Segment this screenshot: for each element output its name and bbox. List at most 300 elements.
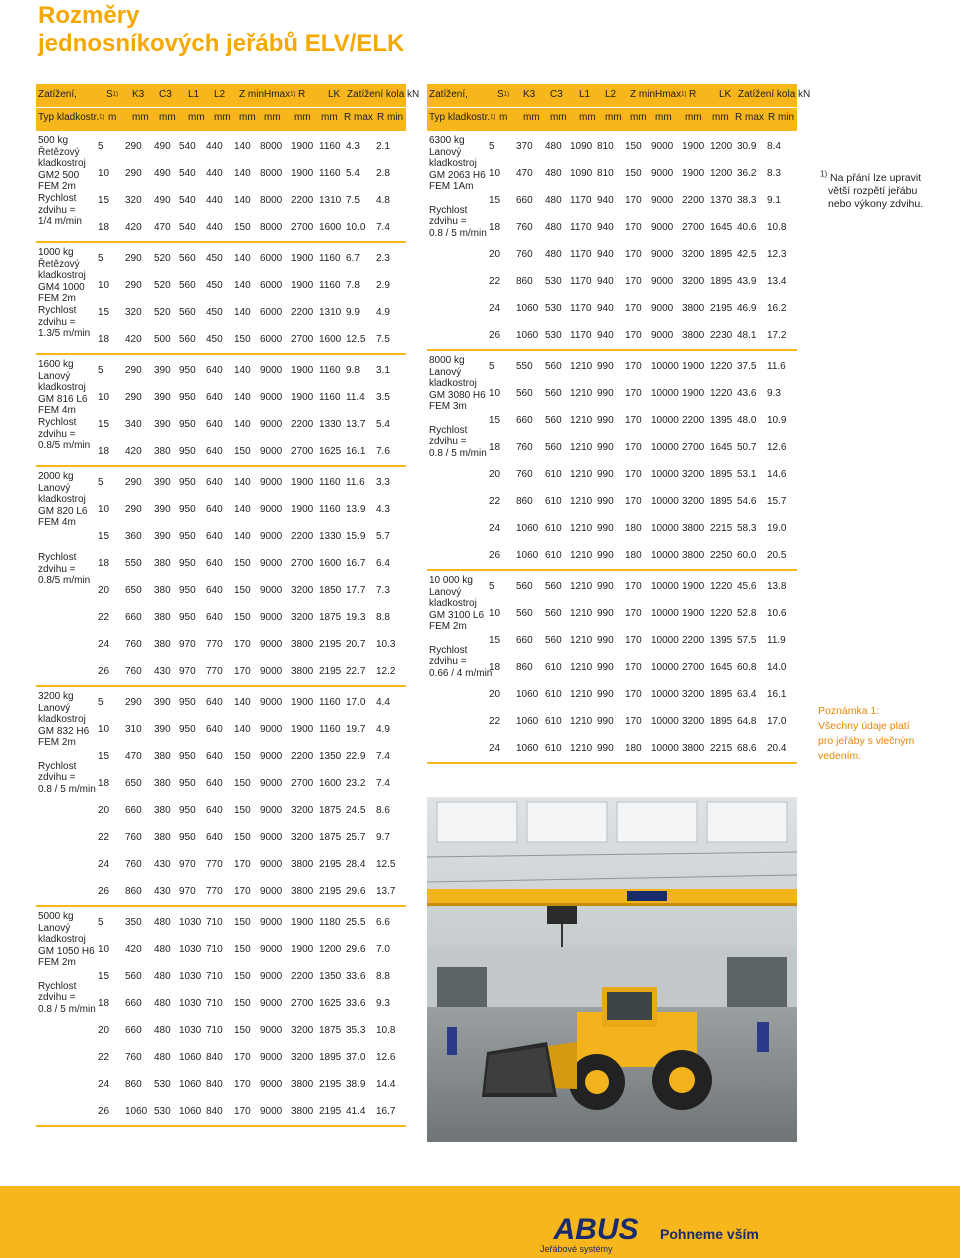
- table-cell: 16.7: [346, 558, 366, 569]
- header-cell: Hmax$^{1)}$: [264, 88, 296, 100]
- table-cell: 2200: [682, 195, 705, 206]
- group-label-line: Lanový: [429, 586, 462, 598]
- table-cell: 1600: [319, 778, 342, 789]
- table-cell: 25.7: [346, 832, 366, 843]
- table-cell: 2200: [682, 635, 705, 646]
- table-cell: 760: [125, 1052, 142, 1063]
- table-cell: 560: [516, 388, 533, 399]
- group-label-line: 1600 kg: [38, 359, 74, 370]
- group-label-line: kladkostroj: [429, 158, 477, 170]
- table-cell: 950: [179, 392, 196, 403]
- table-cell: 18: [98, 446, 110, 457]
- group-label-line: Rychlost: [429, 204, 468, 216]
- table-cell: 440: [206, 222, 223, 233]
- table-cell: 9000: [651, 141, 674, 152]
- table-cell: 15: [489, 635, 501, 646]
- table-cell: 170: [625, 442, 642, 453]
- table-cell: 57.5: [737, 635, 757, 646]
- table-cell: 440: [206, 141, 223, 152]
- table-cell: 26: [98, 1106, 110, 1117]
- header-cell: L2: [214, 88, 226, 100]
- table-cell: 140: [234, 477, 251, 488]
- footnote-line: Na přání lze upravit: [830, 172, 922, 184]
- table-cell: 950: [179, 697, 196, 708]
- table-cell: 140: [234, 697, 251, 708]
- table-cell: 7.8: [346, 280, 360, 291]
- footnote-ref: 1): [681, 91, 687, 98]
- table-cell: 940: [597, 249, 614, 260]
- table-cell: 8.8: [376, 612, 390, 623]
- table-cell: 540: [179, 141, 196, 152]
- table-cell: 450: [206, 253, 223, 264]
- table-cell: 8000: [260, 141, 283, 152]
- table-row: [36, 272, 406, 299]
- table-cell: 380: [154, 778, 171, 789]
- dimensions-table-left: [36, 84, 420, 1127]
- table-cell: 2.9: [376, 280, 390, 291]
- table-cell: 45.6: [737, 581, 757, 592]
- group-label-line: Rychlost: [38, 552, 77, 564]
- table-cell: 310: [125, 724, 142, 735]
- table-cell: 560: [545, 581, 562, 592]
- table-cell: 1060: [516, 330, 539, 341]
- table-cell: 10.0: [346, 222, 366, 233]
- table-row: [36, 214, 406, 241]
- table-body: [36, 129, 406, 1127]
- table-cell: 3.5: [376, 392, 390, 403]
- group-label-line: Řetězový: [38, 258, 80, 270]
- group-label-line: GM4 1000: [38, 281, 85, 293]
- group-label-line: Rychlost: [429, 644, 468, 656]
- table-cell: 22.9: [346, 751, 366, 762]
- table-row: [427, 214, 797, 241]
- table-cell: 26: [489, 330, 501, 341]
- table-cell: 290: [125, 392, 142, 403]
- table-cell: 770: [206, 886, 223, 897]
- table-cell: 2195: [319, 886, 342, 897]
- load-group: [36, 465, 406, 685]
- table-cell: 170: [625, 662, 642, 673]
- table-cell: 1210: [570, 469, 593, 480]
- table-cell: 990: [597, 635, 614, 646]
- table-cell: 990: [597, 442, 614, 453]
- table-cell: 16.7: [376, 1106, 396, 1117]
- table-cell: 640: [206, 724, 223, 735]
- table-cell: 560: [179, 253, 196, 264]
- group-label-line: FEM 4m: [38, 405, 76, 417]
- table-cell: 1160: [319, 280, 341, 291]
- page-title: [38, 2, 404, 58]
- table-cell: 10000: [651, 415, 679, 426]
- table-cell: 1900: [291, 697, 314, 708]
- table-cell: 180: [625, 550, 642, 561]
- table-cell: 15: [98, 419, 110, 430]
- table-cell: 610: [545, 550, 562, 561]
- table-cell: 1170: [570, 195, 592, 206]
- table-cell: 10000: [651, 689, 679, 700]
- table-cell: 480: [545, 222, 562, 233]
- table-cell: 58.3: [737, 523, 757, 534]
- table-cell: 560: [545, 415, 562, 426]
- note-line: vedením.: [818, 750, 862, 762]
- table-cell: 640: [206, 504, 223, 515]
- table-cell: 9000: [260, 805, 283, 816]
- page-title-line-2: jednosníkových jeřábů ELV/ELK: [38, 30, 405, 57]
- table-cell: 1160: [319, 365, 341, 376]
- header-cell: Zatížení kola kN: [738, 88, 811, 100]
- group-label-line: Lanový: [429, 366, 462, 378]
- header-cell: L1: [579, 88, 591, 100]
- table-row: [427, 542, 797, 569]
- table-row: [36, 523, 406, 550]
- table-cell: 29.6: [346, 944, 366, 955]
- table-cell: 530: [154, 1079, 171, 1090]
- table-cell: 60.0: [737, 550, 757, 561]
- table-cell: 640: [206, 805, 223, 816]
- table-cell: 10: [489, 388, 501, 399]
- table-cell: 41.4: [346, 1106, 366, 1117]
- header-cell: mm: [605, 111, 622, 123]
- table-cell: 1600: [319, 334, 342, 345]
- table-cell: 10: [98, 944, 110, 955]
- table-cell: 3200: [682, 469, 705, 480]
- table-row: [427, 515, 797, 542]
- table-cell: 1900: [291, 392, 314, 403]
- table-cell: 2200: [291, 307, 314, 318]
- table-cell: 9000: [260, 886, 283, 897]
- table-cell: 1210: [570, 415, 593, 426]
- table-cell: 9.7: [376, 832, 390, 843]
- table-cell: 9000: [260, 446, 283, 457]
- table-cell: 140: [234, 280, 251, 291]
- table-cell: 14.0: [767, 662, 787, 673]
- table-cell: 7.3: [376, 585, 390, 596]
- load-group: [36, 905, 406, 1125]
- table-cell: 150: [234, 971, 251, 982]
- logo-subtitle: Jeřábové systémy: [540, 1244, 613, 1254]
- group-label-line: 1.3/5 m/min: [38, 328, 91, 340]
- table-cell: 150: [234, 222, 251, 233]
- table-cell: 24: [489, 303, 501, 314]
- table-cell: 1060: [516, 303, 539, 314]
- table-cell: 9000: [651, 168, 674, 179]
- table-row: [36, 357, 406, 384]
- table-cell: 430: [154, 886, 171, 897]
- table-cell: 540: [179, 222, 196, 233]
- table-cell: 17.7: [346, 585, 366, 596]
- header-cell: mm: [294, 111, 311, 123]
- table-cell: 25.5: [346, 917, 366, 928]
- table-cell: 170: [234, 639, 251, 650]
- table-cell: 170: [625, 496, 642, 507]
- table-cell: 640: [206, 477, 223, 488]
- table-cell: 42.5: [737, 249, 757, 260]
- table-cell: 660: [125, 805, 142, 816]
- table-cell: 950: [179, 477, 196, 488]
- table-cell: 170: [625, 276, 642, 287]
- table-cell: 480: [154, 1052, 171, 1063]
- table-cell: 50.7: [737, 442, 757, 453]
- table-cell: 10000: [651, 442, 679, 453]
- load-group: [427, 129, 797, 349]
- table-cell: 5: [98, 697, 104, 708]
- load-group: [427, 569, 797, 762]
- table-cell: 5: [98, 917, 104, 928]
- table-cell: 1900: [291, 504, 314, 515]
- group-label-line: Rychlost: [38, 192, 77, 204]
- table-cell: 8.3: [767, 168, 781, 179]
- table-cell: 1895: [319, 1052, 342, 1063]
- header-cell: Hmax$^{1)}$: [655, 88, 687, 100]
- table-cell: 5.7: [376, 531, 390, 542]
- table-cell: 640: [206, 558, 223, 569]
- table-cell: 380: [154, 612, 171, 623]
- group-label-line: 0.8/5 m/min: [38, 440, 91, 452]
- table-row: [36, 824, 406, 851]
- table-cell: 20: [489, 249, 501, 260]
- abus-logo-mark: [540, 1215, 653, 1242]
- table-cell: 390: [154, 419, 171, 430]
- table-cell: 1210: [570, 361, 593, 372]
- table-cell: 10: [98, 724, 110, 735]
- header-cell: LK: [719, 88, 732, 100]
- table-cell: 6000: [260, 253, 283, 264]
- table-cell: 150: [234, 558, 251, 569]
- table-cell: 3200: [291, 832, 314, 843]
- table-cell: 1350: [319, 971, 342, 982]
- table-cell: 940: [597, 222, 614, 233]
- table-cell: 650: [125, 778, 142, 789]
- table-cell: 2250: [710, 550, 733, 561]
- table-cell: 33.6: [346, 971, 366, 982]
- table-cell: 1210: [570, 388, 593, 399]
- table-cell: 1170: [570, 222, 592, 233]
- table-cell: 7.5: [346, 195, 360, 206]
- table-cell: 290: [125, 141, 142, 152]
- table-cell: 760: [516, 469, 533, 480]
- table-row: [36, 909, 406, 936]
- table-cell: 140: [234, 253, 251, 264]
- table-cell: 390: [154, 724, 171, 735]
- table-cell: 1600: [319, 222, 342, 233]
- table-cell: 7.4: [376, 222, 390, 233]
- table-cell: 9000: [651, 222, 674, 233]
- table-cell: 1310: [319, 195, 342, 206]
- table-cell: 140: [234, 724, 251, 735]
- table-cell: 8.8: [376, 971, 390, 982]
- table-cell: 13.4: [767, 276, 787, 287]
- table-cell: 710: [206, 944, 223, 955]
- table-row: [427, 654, 797, 681]
- table-cell: 640: [206, 446, 223, 457]
- table-row: [427, 600, 797, 627]
- table-cell: 170: [625, 581, 642, 592]
- table-cell: 760: [516, 249, 533, 260]
- table-cell: 2700: [291, 222, 314, 233]
- table-cell: 660: [516, 195, 533, 206]
- table-cell: 1160: [319, 724, 341, 735]
- table-cell: 8000: [260, 195, 283, 206]
- footnote-ref: 1): [490, 114, 496, 121]
- table-cell: 15.9: [346, 531, 366, 542]
- header-cell: Zatížení kola kN: [347, 88, 420, 100]
- table-cell: 26: [98, 666, 110, 677]
- table-cell: 3200: [291, 805, 314, 816]
- table-cell: 20.4: [767, 743, 787, 754]
- table-cell: 290: [125, 253, 142, 264]
- table-cell: 13.8: [767, 581, 787, 592]
- group-label-line: zdvihu =: [429, 436, 467, 448]
- table-cell: 530: [154, 1106, 171, 1117]
- table-cell: 170: [234, 1106, 251, 1117]
- group-label-line: kladkostroj: [38, 934, 86, 946]
- table-cell: 150: [234, 612, 251, 623]
- table-cell: 1330: [319, 419, 342, 430]
- table-cell: 7.0: [376, 944, 390, 955]
- table-header: [427, 84, 811, 129]
- group-label-line: 2000 kg: [38, 471, 74, 482]
- header-cell: mm: [188, 111, 205, 123]
- table-cell: 640: [206, 612, 223, 623]
- table-bottom-rule: [427, 762, 797, 764]
- table-cell: 2215: [710, 743, 733, 754]
- table-cell: 950: [179, 805, 196, 816]
- table-cell: 2195: [319, 639, 342, 650]
- table-cell: 560: [516, 581, 533, 592]
- table-cell: 37.5: [737, 361, 757, 372]
- table-cell: 4.9: [376, 724, 390, 735]
- table-cell: 13.7: [376, 886, 396, 897]
- table-cell: 470: [125, 751, 142, 762]
- table-row: [427, 407, 797, 434]
- group-label-line: Rychlost: [38, 304, 77, 316]
- table-cell: 15: [98, 751, 110, 762]
- note-line: Všechny údaje platí: [818, 720, 910, 732]
- group-label-line: Lanový: [38, 702, 71, 714]
- table-cell: 12.6: [767, 442, 787, 453]
- table-row: [36, 689, 406, 716]
- table-cell: 860: [516, 662, 533, 673]
- table-cell: 390: [154, 697, 171, 708]
- table-cell: 140: [234, 365, 251, 376]
- table-cell: 760: [516, 442, 533, 453]
- table-cell: 1160: [319, 477, 341, 488]
- table-cell: 6000: [260, 280, 283, 291]
- header-cell: C3: [159, 88, 172, 100]
- table-cell: 2200: [291, 531, 314, 542]
- table-row: [36, 963, 406, 990]
- table-cell: 4.9: [376, 307, 390, 318]
- table-cell: 350: [125, 917, 142, 928]
- table-cell: 9000: [260, 917, 283, 928]
- table-cell: 9000: [260, 558, 283, 569]
- table-cell: 1210: [570, 635, 593, 646]
- group-label-line: Lanový: [38, 370, 71, 382]
- table-cell: 15: [98, 195, 110, 206]
- table-cell: 11.4: [346, 392, 365, 403]
- group-label-line: 3200 kg: [38, 691, 74, 702]
- table-row: [36, 550, 406, 577]
- table-cell: 2.1: [376, 141, 390, 152]
- note-line: pro jeřáby s vlečným: [818, 735, 915, 747]
- table-cell: 480: [545, 168, 562, 179]
- table-cell: 990: [597, 743, 614, 754]
- table-cell: 1875: [319, 805, 342, 816]
- table-cell: 650: [125, 585, 142, 596]
- table-cell: 760: [125, 832, 142, 843]
- table-cell: 140: [234, 307, 251, 318]
- table-cell: 9.1: [767, 195, 781, 206]
- table-cell: 1900: [291, 724, 314, 735]
- table-cell: 480: [154, 917, 171, 928]
- table-cell: 990: [597, 608, 614, 619]
- table-cell: 1875: [319, 612, 342, 623]
- table-cell: 950: [179, 612, 196, 623]
- table-cell: 140: [234, 141, 251, 152]
- table-cell: 940: [597, 276, 614, 287]
- table-row: [36, 990, 406, 1017]
- header-cell: LK: [328, 88, 341, 100]
- table-cell: 1900: [291, 365, 314, 376]
- table-cell: 170: [625, 689, 642, 700]
- header-cell: mm: [239, 111, 256, 123]
- table-cell: 43.6: [737, 388, 757, 399]
- table-cell: 640: [206, 419, 223, 430]
- table-cell: 1895: [710, 496, 733, 507]
- group-label-line: 5000 kg: [38, 911, 74, 922]
- table-cell: 150: [234, 778, 251, 789]
- table-cell: 3800: [682, 743, 705, 754]
- table-cell: 450: [206, 307, 223, 318]
- table-cell: 710: [206, 971, 223, 982]
- table-cell: 150: [234, 998, 251, 1009]
- table-cell: 470: [154, 222, 171, 233]
- group-label-line: 500 kg: [38, 135, 69, 146]
- table-cell: 10.8: [767, 222, 787, 233]
- table-cell: 1370: [710, 195, 733, 206]
- table-cell: 610: [545, 743, 562, 754]
- table-cell: 1900: [682, 141, 705, 152]
- table-cell: 12.6: [376, 1052, 396, 1063]
- table-cell: 10000: [651, 523, 679, 534]
- table-cell: 810: [597, 168, 614, 179]
- table-cell: 2215: [710, 523, 733, 534]
- table-cell: 1645: [710, 662, 733, 673]
- table-cell: 520: [154, 307, 171, 318]
- table-cell: 1090: [570, 168, 593, 179]
- group-label-line: zdvihu =: [38, 563, 76, 575]
- table-cell: 1170: [570, 330, 592, 341]
- table-cell: 3800: [291, 1106, 314, 1117]
- table-cell: 550: [516, 361, 533, 372]
- table-cell: 26: [98, 886, 110, 897]
- table-cell: 9000: [260, 697, 283, 708]
- table-cell: 640: [206, 392, 223, 403]
- table-cell: 950: [179, 724, 196, 735]
- table-cell: 1900: [291, 168, 314, 179]
- group-label-line: kladkostroj: [38, 270, 86, 282]
- table-cell: 560: [179, 307, 196, 318]
- table-cell: 5: [98, 253, 104, 264]
- table-cell: 150: [234, 585, 251, 596]
- table-cell: 10.6: [767, 608, 787, 619]
- table-cell: 10000: [651, 743, 679, 754]
- table-cell: 1895: [710, 469, 733, 480]
- table-cell: 10000: [651, 550, 679, 561]
- table-cell: 530: [545, 276, 562, 287]
- table-cell: 15: [489, 415, 501, 426]
- table-cell: 760: [125, 859, 142, 870]
